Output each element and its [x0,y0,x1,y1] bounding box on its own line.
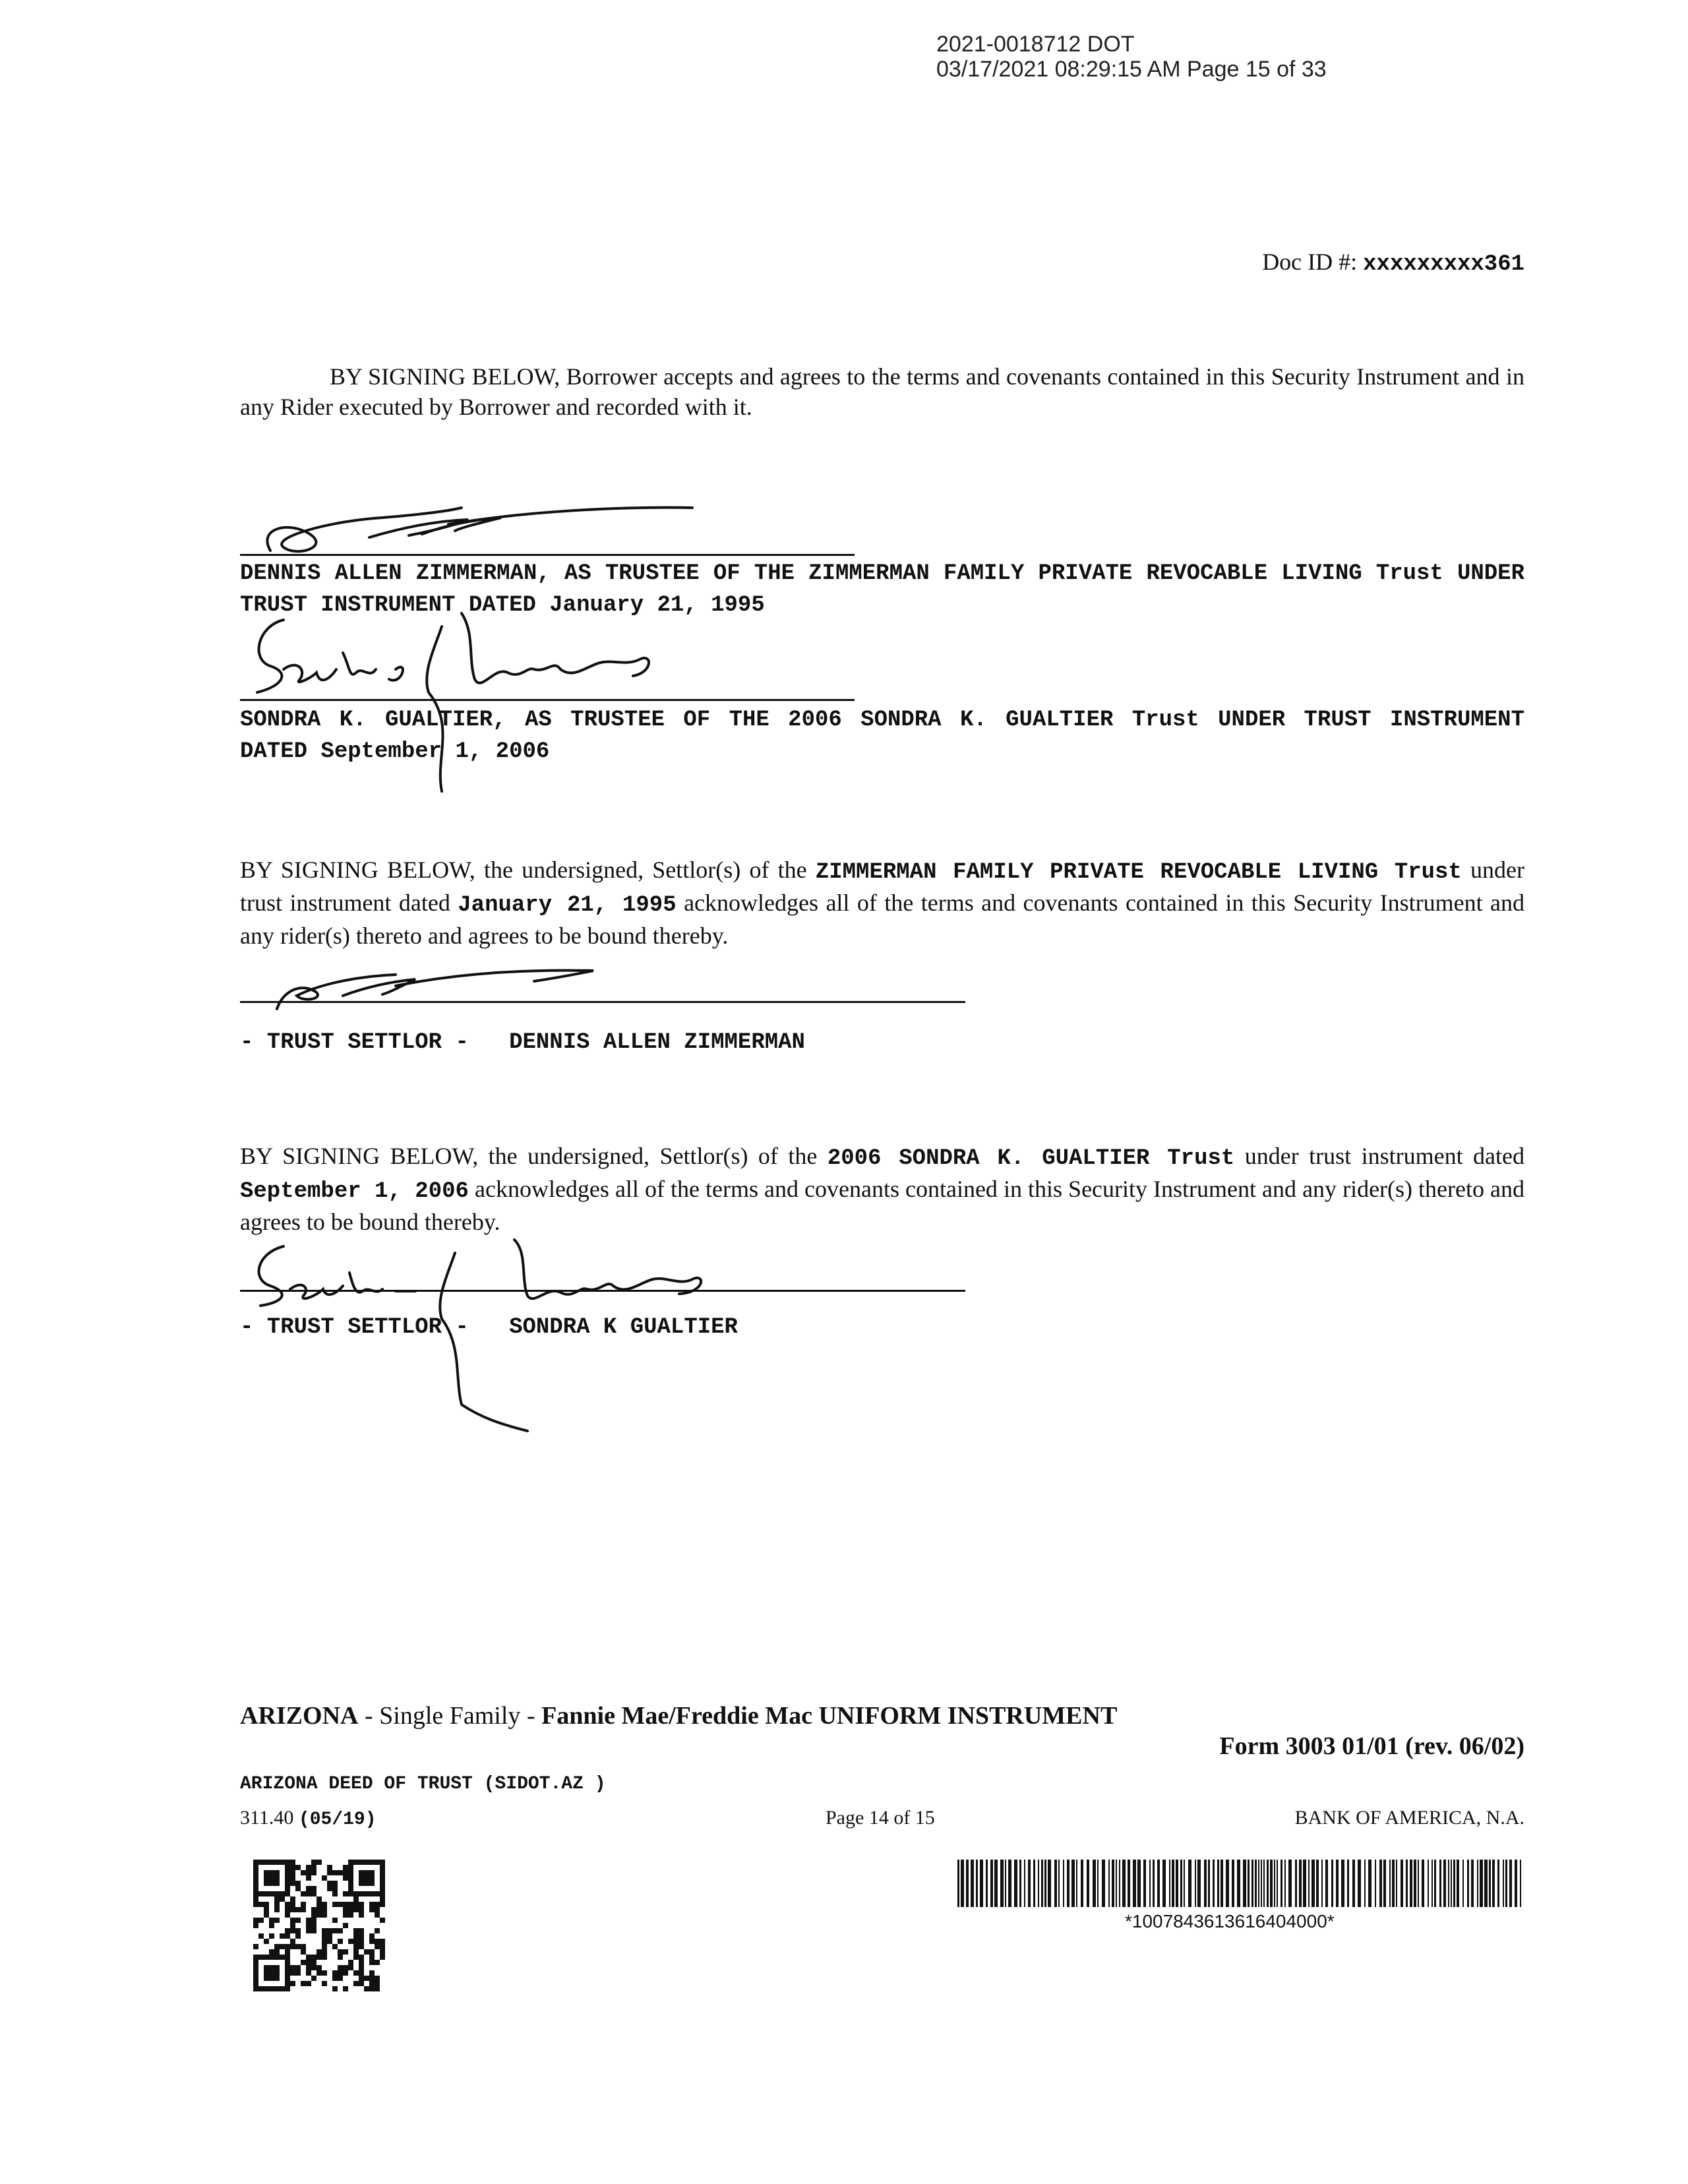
trustee-1-name: DENNIS ALLEN ZIMMERMAN, AS TRUSTEE OF THE ZIMMERMAN FAMILY PRIVATE REVOCABLE LIVING Trust UNDER TRUST INSTRUMENT DATED January 21, 1995 [240,561,1524,618]
barcode-number: *1007843613616404000* [1125,1911,1335,1931]
form-code-number: 311.40 [240,1807,294,1829]
settlor-1-date: January 21, 1995 [458,893,677,918]
signature-line-trustee-2 [240,699,855,701]
settlor-2-trust-name: 2006 SONDRA K. GUALTIER Trust [827,1146,1235,1171]
settlor-1-intro: BY SIGNING BELOW, the undersigned, Settlor(s) of the [240,857,807,883]
settlor-1-label: - TRUST SETTLOR - [240,1030,469,1055]
lender-name: BANK OF AMERICA, N.A. [1294,1807,1524,1829]
settlor-1-trust-name: ZIMMERMAN FAMILY PRIVATE REVOCABLE LIVING Trust [815,860,1462,885]
page-number: Page 14 of 15 [826,1807,935,1829]
footer-sep: - Single Family - [358,1702,542,1730]
footer-title [240,1701,1117,1730]
trustee-2-name: SONDRA K. GUALTIER, AS TRUSTEE OF THE 2006 SONDRA K. GUALTIER Trust UNDER TRUST INSTRUMENT DATED September 1, 2006 [240,708,1524,764]
recording-stamp [936,32,1327,82]
settlor-1-name: DENNIS ALLEN ZIMMERMAN [509,1030,805,1055]
settlor-2-caption [240,1315,738,1340]
settlor-2-outro: acknowledges all of the terms and covenants contained in this Security Instrument and any rider(s) thereto and agrees to be bound thereby. [240,1176,1525,1235]
settlor-2-date: September 1, 2006 [240,1179,469,1204]
signature-line-settlor-2 [240,1290,965,1292]
form-number: Form 3003 01/01 (rev. 06/02) [1219,1732,1524,1760]
recording-number: 2021-0018712 DOT [936,32,1135,57]
signature-dennis-zimmerman-settlor [264,956,633,1016]
doc-id-value: xxxxxxxxx361 [1363,252,1524,277]
settlor-2-label: - TRUST SETTLOR - [240,1315,469,1340]
qr-code [253,1860,385,1991]
settlor-1-caption [240,1030,805,1055]
settlor-1-outro: acknowledges all of the terms and covenants contained in this Security Instrument and any rider(s) thereto and agrees to be bound thereby. [240,890,1525,949]
footer-instrument: Fannie Mae/Freddie Mac UNIFORM INSTRUMENT [541,1702,1118,1730]
settlor-1-paragraph [240,855,1524,951]
form-code [240,1807,377,1830]
signature-line-settlor-1 [240,1001,965,1003]
settlor-1-mid: under trust instrument dated [240,857,1524,916]
deed-title: ARIZONA DEED OF TRUST (SIDOT.AZ ) [240,1774,606,1794]
doc-id [1262,248,1524,277]
settlor-2-intro: BY SIGNING BELOW, the undersigned, Settlor(s) of the [240,1143,818,1169]
footer-state: ARIZONA [240,1702,359,1730]
settlor-2-name: SONDRA K GUALTIER [509,1315,738,1340]
borrower-acceptance-paragraph: BY SIGNING BELOW, Borrower accepts and agrees to the terms and covenants contained in this Security Instrument and in any Rider executed by Borrower and recorded with it. [240,363,1524,420]
doc-id-label: Doc ID #: [1262,249,1358,275]
signature-line-trustee-1 [240,554,855,556]
barcode [957,1860,1524,1907]
settlor-2-mid: under trust instrument dated [1244,1143,1525,1169]
signature-sondra-gualtier-settlor [244,1180,811,1444]
form-code-date: (05/19) [298,1809,377,1830]
signature-dennis-zimmerman-trustee [251,488,712,561]
recording-datetime: 03/17/2021 08:29:15 AM Page 15 of 33 [936,57,1327,82]
